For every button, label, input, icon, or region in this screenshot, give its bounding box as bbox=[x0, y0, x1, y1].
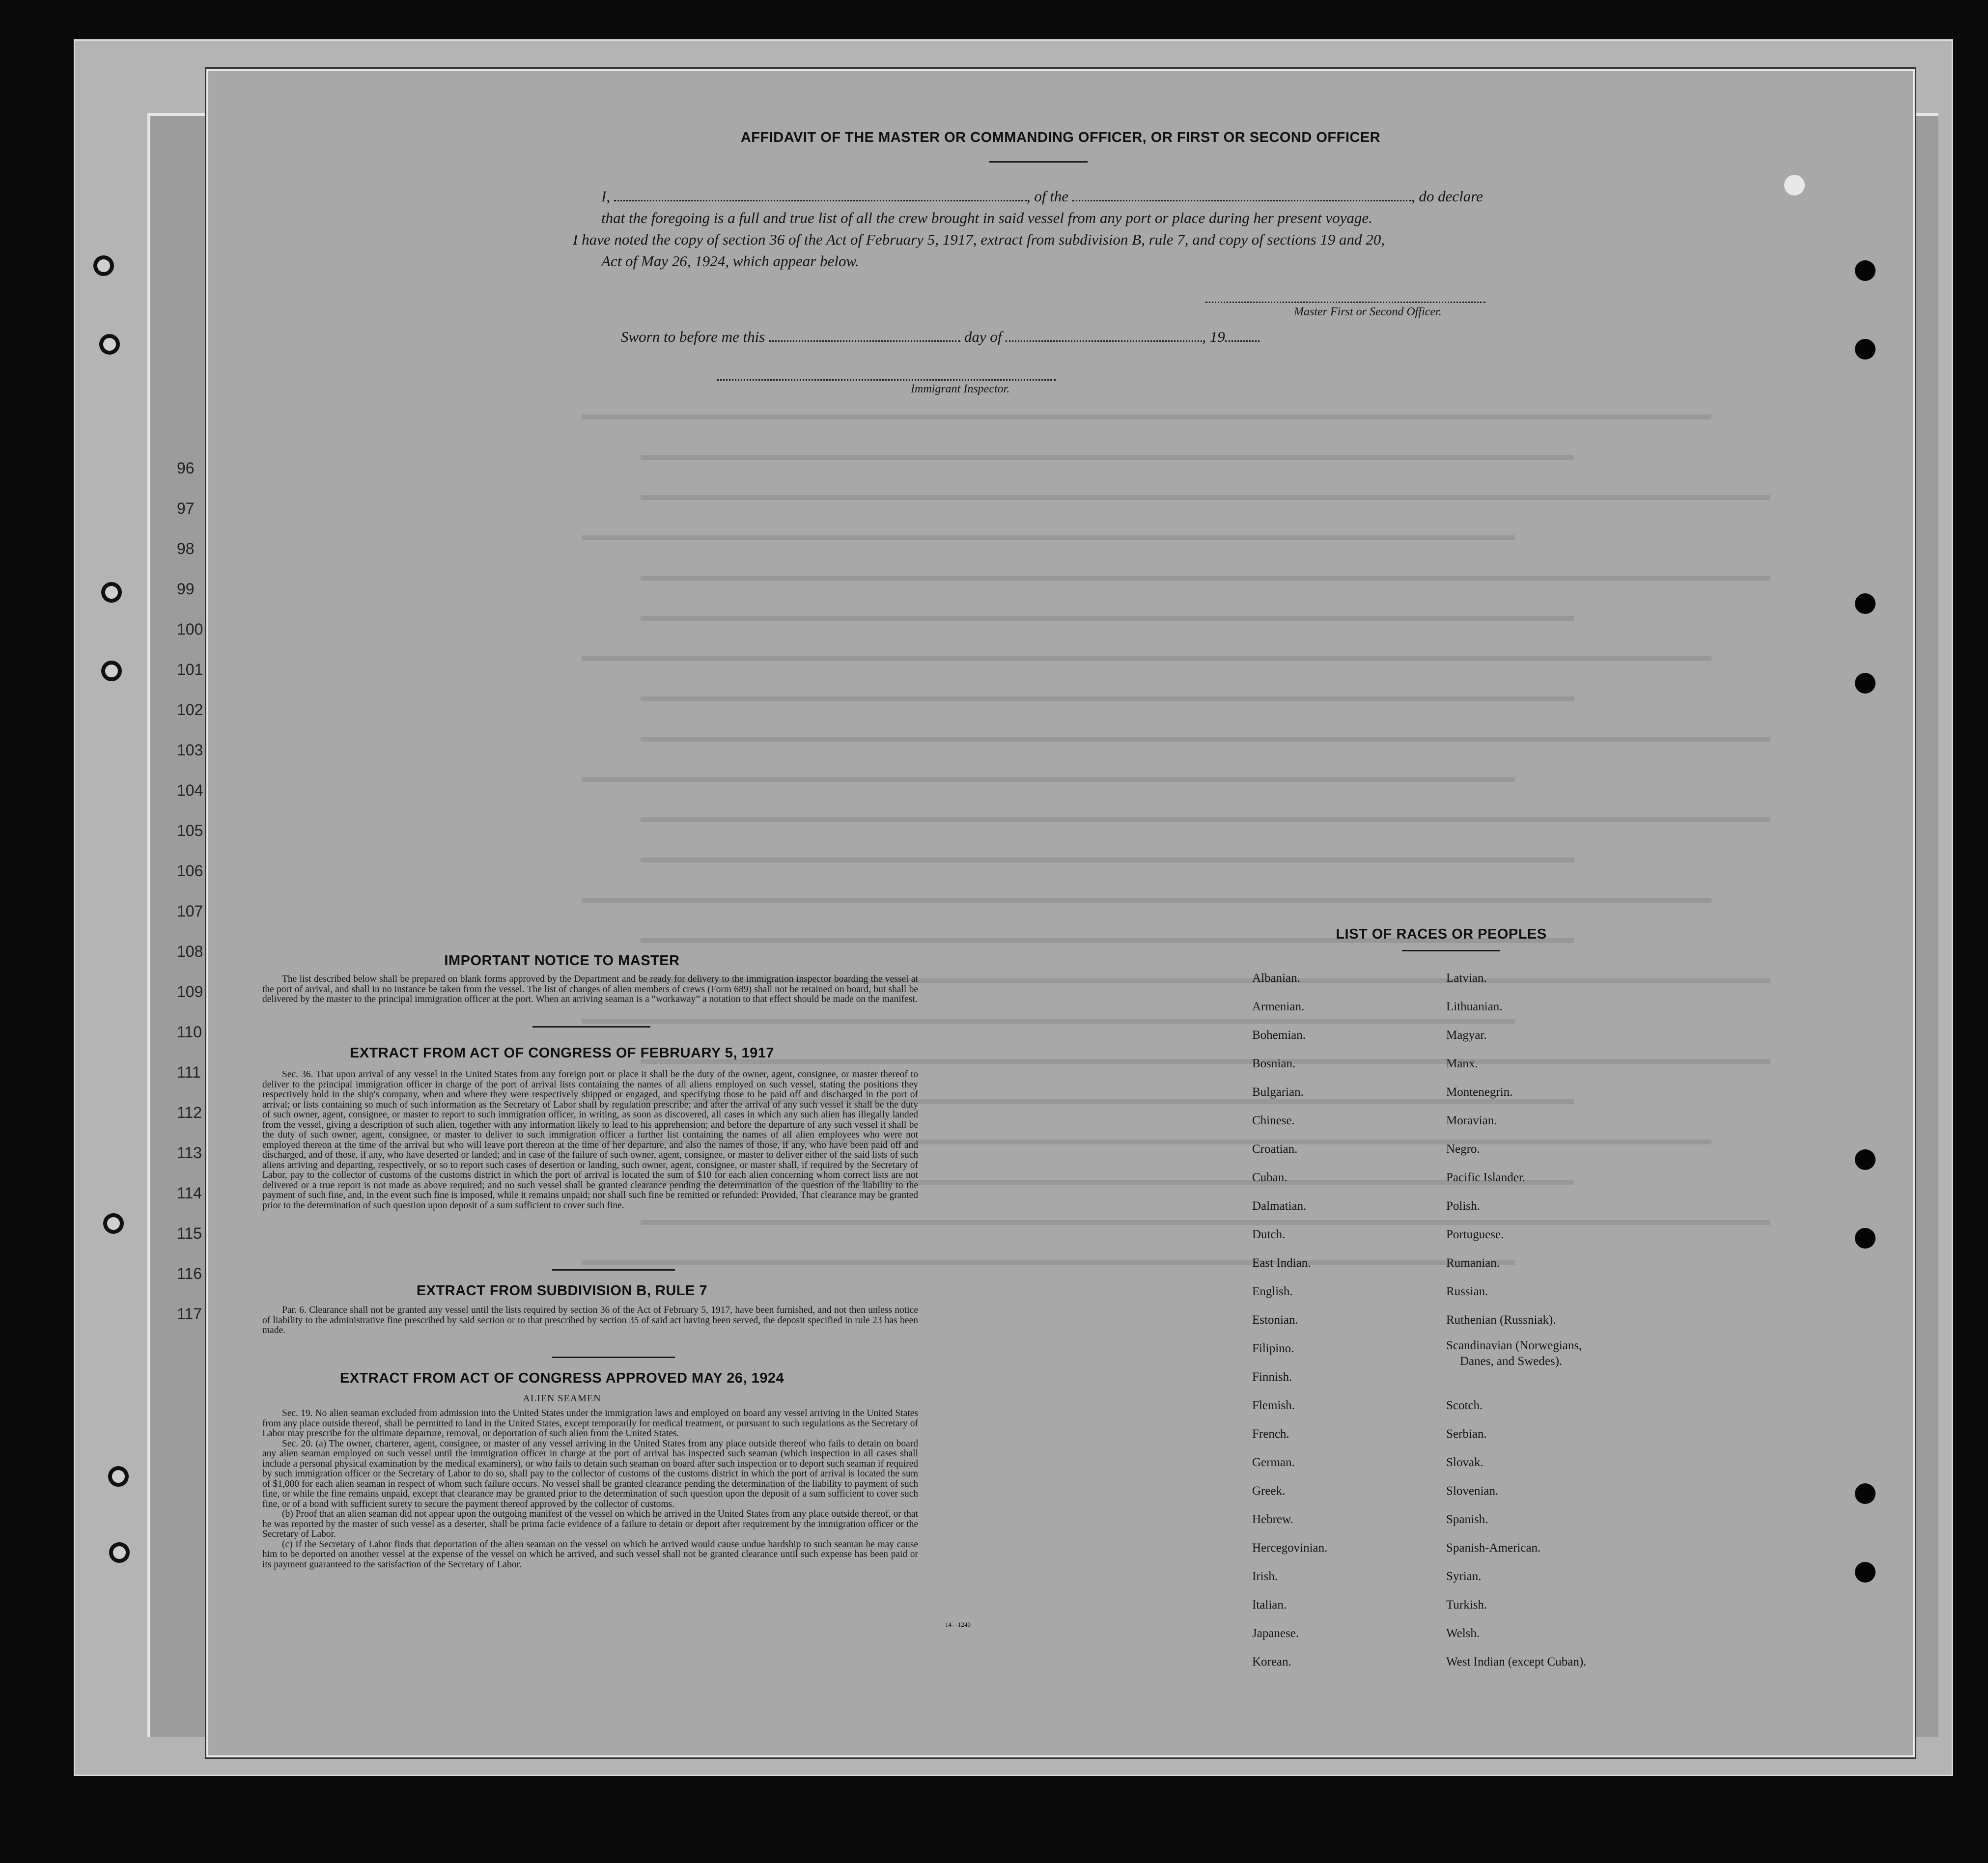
background-row-number: 98 bbox=[177, 540, 195, 557]
sworn-prefix: Sworn to before me this bbox=[621, 328, 765, 345]
sworn-year: , 19 bbox=[1202, 328, 1225, 345]
master-signature-label: Master First or Second Officer. bbox=[1294, 306, 1442, 318]
race-item: Pacific Islander. bbox=[1446, 1171, 1526, 1184]
extract-1924-subtitle: ALIEN SEAMEN bbox=[523, 1393, 601, 1404]
binder-ring-hole bbox=[99, 334, 120, 355]
background-row-number: 109 bbox=[177, 983, 203, 1001]
race-item: Chinese. bbox=[1252, 1114, 1295, 1127]
affidavit-i: I, bbox=[601, 188, 611, 205]
races-rule bbox=[1402, 950, 1500, 951]
background-row-number: 117 bbox=[177, 1305, 202, 1323]
affidavit-line-4: Act of May 26, 1924, which appear below. bbox=[601, 252, 859, 270]
background-row-number: 100 bbox=[177, 620, 203, 638]
background-row-number: 102 bbox=[177, 701, 203, 719]
master-signature-line[interactable] bbox=[1205, 302, 1485, 303]
background-row-number: 106 bbox=[177, 862, 203, 880]
race-item: Turkish. bbox=[1446, 1598, 1487, 1612]
race-item: Irish. bbox=[1252, 1570, 1278, 1583]
affidavit-line-1 bbox=[601, 186, 1751, 207]
sworn-day-of: day of bbox=[964, 328, 1002, 345]
punch-hole bbox=[1855, 339, 1876, 360]
bleed-through-row bbox=[641, 455, 1574, 460]
race-item: Lithuanian. bbox=[1446, 1000, 1503, 1013]
affidavit-line-3: I have noted the copy of section 36 of the Act of February 5, 1917, extract from subdivision B, rule 7, and copy of sections 19 and 20, bbox=[573, 231, 1385, 248]
race-item: Dutch. bbox=[1252, 1228, 1286, 1241]
bleed-through-row bbox=[582, 1019, 1515, 1024]
race-item: Armenian. bbox=[1252, 1000, 1305, 1013]
races-title: LIST OF RACES OR PEOPLES bbox=[1336, 926, 1547, 942]
background-row-number: 113 bbox=[177, 1144, 202, 1162]
extract-1917-title: EXTRACT FROM ACT OF CONGRESS OF FEBRUARY 5, 1917 bbox=[349, 1045, 775, 1061]
race-item: Bosnian. bbox=[1252, 1057, 1296, 1070]
race-item: Albanian. bbox=[1252, 972, 1300, 985]
bleed-through-row bbox=[641, 495, 1770, 500]
binder-ring-hole bbox=[103, 1213, 124, 1234]
punch-hole bbox=[1855, 673, 1876, 694]
binder-ring-hole bbox=[109, 1542, 130, 1563]
race-item: Greek. bbox=[1252, 1484, 1286, 1498]
race-item: Bohemian. bbox=[1252, 1029, 1306, 1042]
race-item: French. bbox=[1252, 1427, 1289, 1441]
background-row-number: 116 bbox=[177, 1265, 202, 1282]
punch-hole bbox=[1784, 175, 1805, 195]
punch-hole bbox=[1855, 1483, 1876, 1504]
race-item: Filipino. bbox=[1252, 1342, 1294, 1355]
extract-1924-title: EXTRACT FROM ACT OF CONGRESS APPROVED MAY 26, 1924 bbox=[339, 1370, 784, 1386]
race-item: Rumanian. bbox=[1446, 1256, 1500, 1270]
race-item: Dalmatian. bbox=[1252, 1199, 1307, 1213]
background-row-number: 107 bbox=[177, 902, 203, 920]
background-row-number: 115 bbox=[177, 1224, 202, 1242]
bleed-through-row bbox=[582, 898, 1711, 903]
race-item: Scandinavian (Norwegians, bbox=[1446, 1339, 1582, 1352]
bleed-through-row bbox=[582, 777, 1515, 782]
bleed-through-row bbox=[582, 535, 1515, 540]
extract-rule7-rule bbox=[552, 1357, 675, 1358]
race-item: Finnish. bbox=[1252, 1370, 1292, 1384]
race-item: Flemish. bbox=[1252, 1399, 1295, 1412]
race-item: Estonian. bbox=[1252, 1313, 1298, 1327]
background-row-number: 99 bbox=[177, 580, 195, 598]
notice-body: The list described below shall be prepared on blank forms approved by the Department and be ready for delivery to the immigration inspector boarding the vessel at the port of arrival, and shall in no instance be taken from the vessel. The list of changes of alien members of crews (Form 689) shall not be retained on board, but shall be delivered by the master to the principal immigration officer at the port. When an arriving seaman is a “workaway” a notation to that effect should be made on the manifest. bbox=[262, 974, 918, 1004]
sworn-year-blank[interactable] bbox=[1225, 329, 1260, 342]
sworn-day-blank[interactable] bbox=[769, 329, 960, 342]
background-row-number: 103 bbox=[177, 741, 203, 759]
race-item: German. bbox=[1252, 1456, 1295, 1469]
background-row-number: 108 bbox=[177, 943, 203, 960]
bleed-through-row bbox=[582, 1260, 1515, 1265]
background-row-number: 97 bbox=[177, 500, 195, 517]
vessel-blank[interactable] bbox=[1072, 188, 1411, 201]
race-item: Magyar. bbox=[1446, 1029, 1487, 1042]
background-row-number: 114 bbox=[177, 1184, 202, 1202]
race-item: Welsh. bbox=[1446, 1627, 1480, 1640]
race-item: Danes, and Swedes). bbox=[1460, 1355, 1563, 1368]
affidavit-declare: , do declare bbox=[1411, 188, 1483, 205]
affidavit-title: AFFIDAVIT OF THE MASTER OR COMMANDING OFFICER, OR FIRST OR SECOND OFFICER bbox=[740, 130, 1381, 145]
race-item: Hercegovinian. bbox=[1252, 1541, 1328, 1555]
bleed-through-row bbox=[641, 576, 1770, 581]
race-item: Korean. bbox=[1252, 1655, 1291, 1668]
race-item: Portuguese. bbox=[1446, 1228, 1504, 1241]
notice-title: IMPORTANT NOTICE TO MASTER bbox=[444, 953, 680, 969]
sworn-month-blank[interactable] bbox=[1006, 329, 1202, 342]
background-row-number: 110 bbox=[177, 1023, 202, 1041]
extract-1917-rule bbox=[552, 1269, 675, 1271]
race-item: Bulgarian. bbox=[1252, 1085, 1304, 1099]
background-row-number: 104 bbox=[177, 781, 203, 799]
bleed-through-row bbox=[641, 1220, 1770, 1225]
punch-hole bbox=[1855, 260, 1876, 281]
bleed-through-row bbox=[641, 737, 1770, 742]
inspector-label: Immigrant Inspector. bbox=[911, 383, 1010, 395]
sec-20b: (b) Proof that an alien seaman did not appear upon the outgoing manifest of the vessel on which he arrived in the United States from any place outside thereof, or that he was reported by the master of such vessel as a deserter, shall be prima facie evidence of a failure to detain or deport after requirement by the immigration officer or the Secretary of Labor. bbox=[262, 1509, 918, 1539]
punch-hole bbox=[1855, 1562, 1876, 1583]
race-item: Russian. bbox=[1446, 1285, 1488, 1298]
extract-rule7-body: Par. 6. Clearance shall not be granted any vessel until the lists required by section 36 of the Act of February 5, 1917, have been furnished, and not then unless notice of liability to the administrative fine prescribed by said section or to that prescribed by section 35 of said act having been served, the deposit specified in rule 23 has been made. bbox=[262, 1305, 918, 1335]
race-item: Polish. bbox=[1446, 1199, 1480, 1213]
extract-1917-body: Sec. 36. That upon arrival of any vessel in the United States from any foreign port or place it shall be the duty of the owner, agent, consignee, or master thereof to deliver to the principal immigration officer in charge of the port of arrival lists containing the names of all aliens employed on such vessel, stating the positions they respectively hold in the ship's company, when and where they were respectively shipped or engaged, and specifying those to be paid off and discharged in the port of arrival; or lists containing so much of such information as the Secretary of Labor shall by regulation prescribe; and after the arrival of any such vessel it shall be the duty of such owner, agent, consignee, or master to report to such immigration officer, in writing, as soon as discovered, all cases in which any such alien has illegally landed from the vessel, giving a description of such alien, together with any information likely to lead to his apprehension; and before the departure of any such vessel it shall be the duty of such owner, agent, consignee, or master to deliver to such immigration officer a further list containing the names of all alien employees who were not employed thereon at the time of the arrival but who will leave port thereon at the time of her departure, and also the names of those, if any, who have been paid off and discharged, and of those, if any, who have deserted or landed; and in case of the failure of such owner, agent, consignee, or master to deliver either of the said lists of such aliens arriving and departing, respectively, or so to report such cases of desertion or landing, such owner, agent, consignee, or master shall, if required by the Secretary of Labor, pay to the collector of customs of the customs district in which the port of arrival is located the sum of $10 for each alien concerning whom correct lists are not delivered or a true report is not made as above required; and no such vessel shall be granted clearance pending the determination of the question of the liability to the payment of such fine, and, in the event such fine is imposed, while it remains unpaid; nor shall such fine be remitted or refunded: Provided, That clearance may be granted prior to the determination of such question upon deposit of a sum sufficient to cover such fine. bbox=[262, 1069, 918, 1211]
race-item: Serbian. bbox=[1446, 1427, 1487, 1441]
race-item: West Indian (except Cuban). bbox=[1446, 1655, 1587, 1668]
race-item: English. bbox=[1252, 1285, 1293, 1298]
race-item: Slovenian. bbox=[1446, 1484, 1499, 1498]
bleed-through-row bbox=[641, 616, 1574, 621]
bleed-through-row bbox=[641, 696, 1574, 701]
background-row-number: 96 bbox=[177, 459, 195, 477]
race-item: Spanish-American. bbox=[1446, 1541, 1541, 1555]
bleed-through-row bbox=[582, 656, 1711, 661]
race-item: Montenegrin. bbox=[1446, 1085, 1513, 1099]
punch-hole bbox=[1855, 1149, 1876, 1170]
binder-ring-hole bbox=[101, 582, 122, 603]
race-item: Cuban. bbox=[1252, 1171, 1288, 1184]
race-item: Italian. bbox=[1252, 1598, 1287, 1612]
race-item: Ruthenian (Russniak). bbox=[1446, 1313, 1556, 1327]
binder-ring-hole bbox=[108, 1466, 129, 1487]
punch-hole bbox=[1855, 1228, 1876, 1249]
bleed-through-row bbox=[641, 858, 1574, 862]
race-item: Spanish. bbox=[1446, 1513, 1488, 1526]
race-item: East Indian. bbox=[1252, 1256, 1311, 1270]
background-row-number: 111 bbox=[177, 1063, 201, 1081]
race-item: Croatian. bbox=[1252, 1142, 1298, 1156]
form-number: 14—1240 bbox=[945, 1621, 971, 1628]
race-item: Negro. bbox=[1446, 1142, 1480, 1156]
binder-ring-hole bbox=[93, 255, 114, 276]
affidavit-line-2: that the foregoing is a full and true list of all the crew brought in said vessel from any port or place during her present voyage. bbox=[601, 209, 1372, 226]
sec-20c: (c) If the Secretary of Labor finds that deportation of the alien seaman on the vessel on which he arrived would cause undue hardship to such seaman he may cause him to be deported on another vessel at the expense of the vessel on which he arrived, and such vessel shall not be granted clearance until such expense has been paid or its payment guaranteed to the satisfaction of the Secretary of Labor. bbox=[262, 1539, 918, 1570]
title-rule bbox=[989, 161, 1088, 163]
notice-rule bbox=[532, 1026, 650, 1028]
race-item: Moravian. bbox=[1446, 1114, 1497, 1127]
race-item: Scotch. bbox=[1446, 1399, 1483, 1412]
race-item: Japanese. bbox=[1252, 1627, 1299, 1640]
inspector-signature-line[interactable] bbox=[717, 379, 1056, 381]
bleed-through-row bbox=[582, 415, 1711, 419]
background-row-number: 105 bbox=[177, 822, 203, 839]
punch-hole bbox=[1855, 593, 1876, 614]
sec-20a: Sec. 20. (a) The owner, charterer, agent, consignee, or master of any vessel arriving in the United States from any place outside thereof who fails to detain on board any alien seaman employed on such vessel until the immigration officer in charge at the port of arrival has inspected such seaman (which inspection in all cases shall include a personal physical examination by the medical examiners), or who fails to detain such seaman on board after such inspection or to deport such seaman if required by such immigration officer or the Secretary of Labor to do so, shall pay to the collector of customs of the customs district in which the port of arrival is located the sum of $1,000 for each alien seaman in respect of whom such failure occurs. No vessel shall be granted clearance pending the determination of the liability to payment of such fine, or while the fine remains unpaid, except that clearance may be granted prior to the determination of such question upon the deposit of a sum sufficient to cover such fine, or of a bond with sufficient surety to secure the payment thereof approved by the collector of customs. bbox=[262, 1438, 918, 1509]
race-item: Manx. bbox=[1446, 1057, 1478, 1070]
background-row-number: 101 bbox=[177, 661, 203, 678]
affidavit-of-the: , of the bbox=[1026, 188, 1069, 205]
extract-rule7-title: EXTRACT FROM SUBDIVISION B, RULE 7 bbox=[416, 1283, 708, 1299]
sworn-line bbox=[621, 326, 1505, 348]
race-item: Syrian. bbox=[1446, 1570, 1482, 1583]
race-item: Hebrew. bbox=[1252, 1513, 1293, 1526]
background-row-number: 112 bbox=[177, 1104, 202, 1121]
race-item: Slovak. bbox=[1446, 1456, 1484, 1469]
sec-19: Sec. 19. No alien seaman excluded from admission into the United States under the immigration laws and employed on board any vessel arriving in the United States from any place outside thereof, shall be permitted to land in the United States, except temporarily for medical treatment, or pursuant to such regulations as the Secretary of Labor may prescribe for the ultimate departure, removal, or deportation of such alien from the United States. bbox=[262, 1408, 918, 1439]
form-sheet bbox=[206, 69, 1915, 1757]
race-item: Latvian. bbox=[1446, 972, 1487, 985]
extract-1924-body bbox=[262, 1409, 918, 1570]
name-blank[interactable] bbox=[614, 188, 1027, 201]
bleed-through-row bbox=[641, 817, 1770, 822]
binder-ring-hole bbox=[101, 661, 122, 681]
